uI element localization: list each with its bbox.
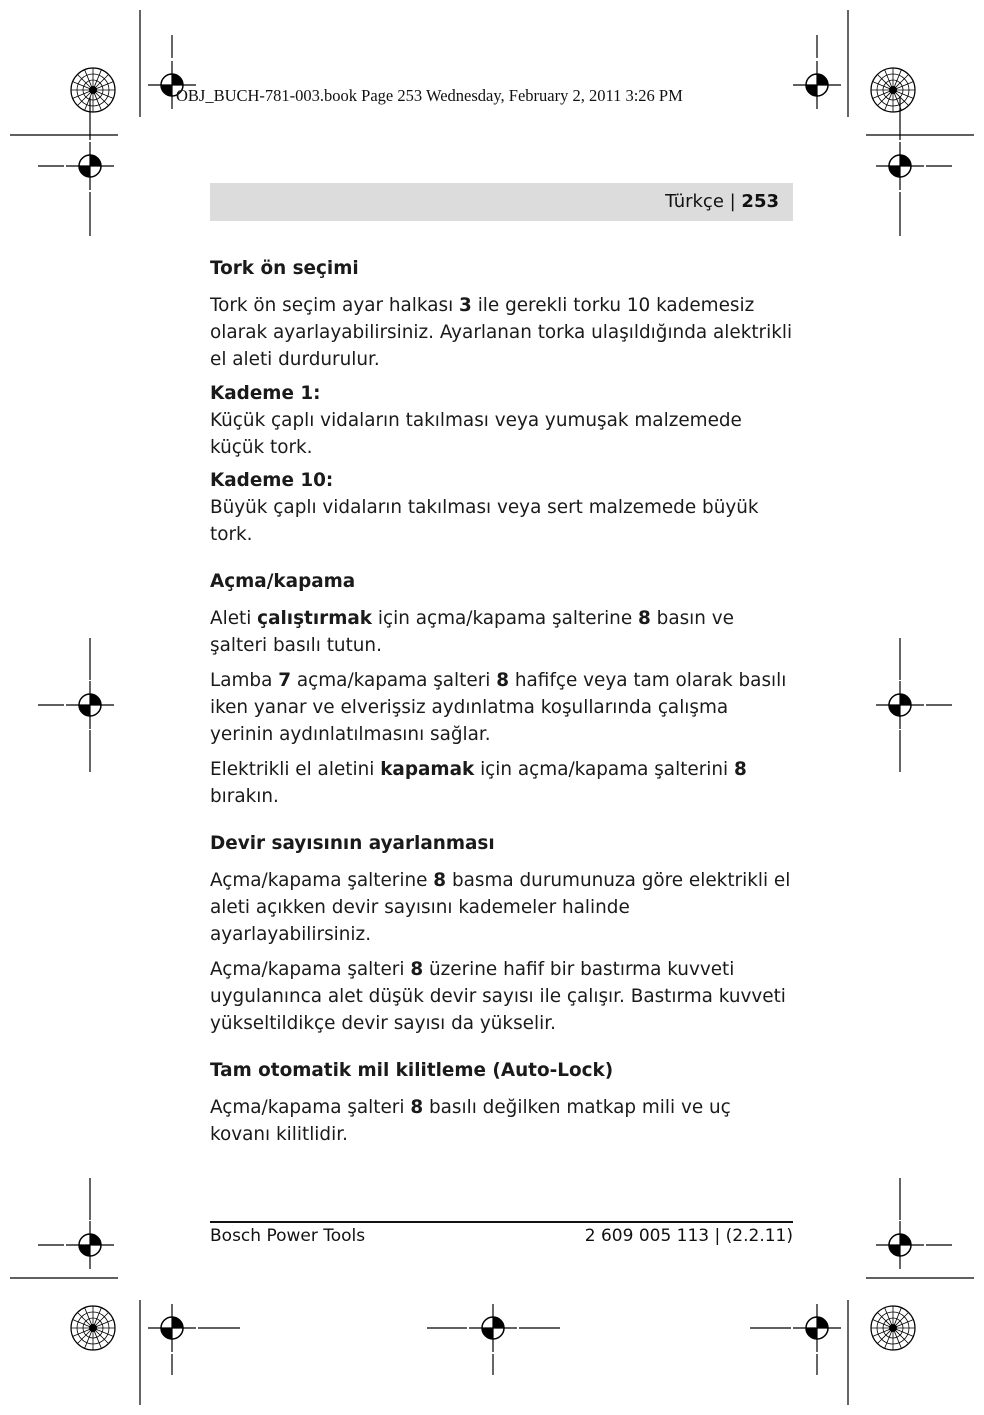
ref-number: 8 (410, 959, 424, 980)
text-run: Tork ön seçim ayar halkası (210, 295, 460, 316)
ref-number: 3 (459, 295, 472, 316)
level-description: Büyük çaplı vidaların takılması veya sert malzemede büyük tork. (210, 497, 759, 545)
text-run: basılı değilken matkap mili ve uç kovanı kilitlidir. (210, 1097, 731, 1145)
ref-number: 7 (278, 670, 292, 691)
print-slug-line: OBJ_BUCH-781-003.book Page 253 Wednesday, February 2, 2011 3:26 PM (176, 86, 683, 105)
text-run: üzerine hafif bir bastırma kuvveti uygulanınca alet düşük devir sayısı ile çalışır. Bastırma kuvveti yükseltildikçe devir sayısı da yükselir. (210, 959, 786, 1034)
paragraph (210, 1094, 795, 1148)
ref-number: 8 (638, 608, 651, 629)
section-auto-lock (210, 1057, 795, 1148)
section-heading: Tork ön seçimi (210, 258, 359, 279)
ref-number: 8 (410, 1097, 424, 1118)
text-run: Aleti (210, 608, 258, 629)
ref-number: 8 (433, 870, 447, 891)
section-heading: Açma/kapama (210, 571, 356, 592)
level-description: Küçük çaplı vidaların takılması veya yumuşak malzemede küçük tork. (210, 410, 742, 458)
text-run: ile gerekli torku 10 kademesiz olarak ayarlayabilirsiniz. Ayarlanan torka ulaşıldığında alektrikli el aleti durdurulur. (210, 295, 793, 370)
paragraph (210, 605, 795, 659)
text-run: bırakın. (210, 786, 279, 807)
level-label: Kademe 1: (210, 383, 321, 404)
paragraph (210, 756, 795, 810)
footer-brand: Bosch Power Tools (210, 1226, 366, 1246)
paragraph (210, 956, 795, 1037)
paragraph (210, 667, 795, 748)
paragraph (210, 292, 795, 373)
level-label: Kademe 10: (210, 470, 334, 491)
ref-number: 8 (496, 670, 510, 691)
paragraph (210, 867, 795, 948)
section-on-off (210, 568, 795, 810)
text-run: Açma/kapama şalteri (210, 959, 411, 980)
text-run: Elektrikli el aletini (210, 759, 381, 780)
ref-number: 8 (734, 759, 747, 780)
text-run: açma/kapama şalteri (291, 670, 497, 691)
text-run: Açma/kapama şalteri (210, 1097, 411, 1118)
page-content (210, 255, 795, 1156)
text-run: basma durumunuza göre elektrikli el aleti açıkken devir sayısını kademeler halinde ayarlayabilirsiniz. (210, 870, 791, 945)
page-header (210, 183, 793, 221)
emphasis: çalıştırmak (257, 608, 373, 629)
section-heading: Devir sayısının ayarlanması (210, 833, 495, 854)
section-torque (210, 255, 795, 548)
text-run: hafifçe veya tam olarak basılı iken yanar ve elverişsiz aydınlatma koşullarında çalışma yerinin aydınlatılmasını sağlar. (210, 670, 787, 745)
text-run: Lamba (210, 670, 279, 691)
footer-doc-number: 2 609 005 113 | (2.2.11) (584, 1226, 793, 1246)
text-run: basın ve şalteri basılı tutun. (210, 608, 734, 656)
emphasis: kapamak (380, 759, 475, 780)
section-heading: Tam otomatik mil kilitleme (Auto-Lock) (210, 1060, 614, 1081)
header-text (665, 191, 779, 212)
text-run: için açma/kapama şalterine (372, 608, 638, 629)
text-run: için açma/kapama şalterini (474, 759, 734, 780)
header-language: Türkçe (665, 191, 724, 212)
page-number: 253 (741, 191, 779, 212)
footer-rule (210, 1221, 793, 1223)
section-speed (210, 830, 795, 1037)
header-separator: | (723, 191, 742, 212)
text-run: Açma/kapama şalterine (210, 870, 434, 891)
